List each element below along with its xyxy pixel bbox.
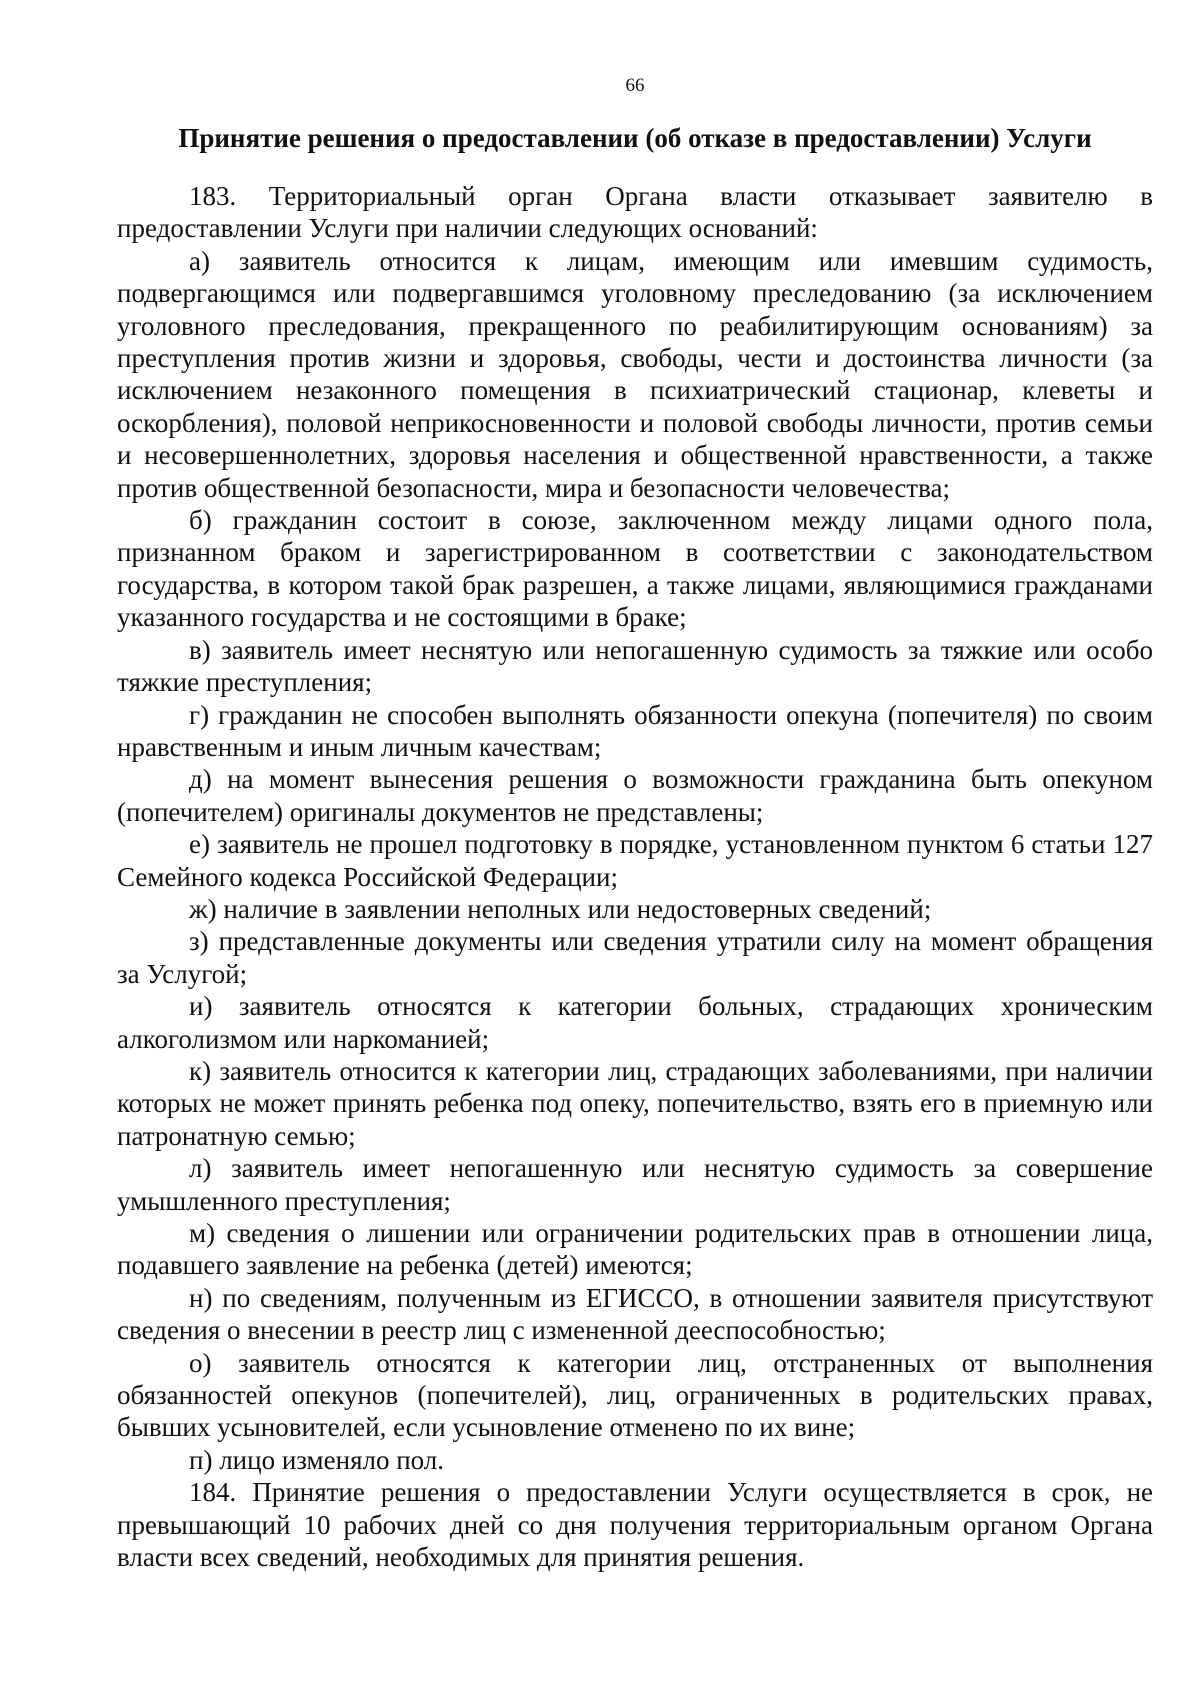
list-item-n: н) по сведениям, полученным из ЕГИССО, в отношении заявителя присутствуют сведения о внесении в реестр лиц с измененной дееспособностью;: [117, 1282, 1153, 1346]
list-item-a: а) заявитель относится к лицам, имеющим или имевшим судимость, подвергающимся или подвергавшимся уголовному преследованию (за исключением уголовного преследования, прекращенного по реабилитирующим основаниям) за преступления против жизни и здоровья, свободы, чести и достоинства личности (за исключением незаконного помещения в психиатрический стационар, клеветы и оскорбления), половой неприкосновенности и половой свободы личности, против семьи и несовершеннолетних, здоровья населения и общественной нравственности, а также против общественной безопасности, мира и безопасности человечества;: [117, 245, 1153, 503]
list-item-k: к) заявитель относится к категории лиц, страдающих заболеваниями, при наличии которых не может принять ребенка под опеку, попечительство, взять его в приемную или патронатную семью;: [117, 1055, 1153, 1151]
list-item-g: г) гражданин не способен выполнять обязанности опекуна (попечителя) по своим нравственным и иным личным качествам;: [117, 699, 1153, 762]
list-item-e: е) заявитель не прошел подготовку в порядке, установленном пунктом 6 статьи 127 Семейного кодекса Российской Федерации;: [117, 829, 1153, 892]
section-title: Принятие решения о предоставлении (об отказе в предоставлении) Услуги: [178, 123, 1092, 153]
paragraph-184: 184. Принятие решения о предоставлении Услуги осуществляется в срок, не превышающий 10 рабочих дней со дня получения территориальным органом Органа власти всех сведений, необходимых для принятия решения.: [117, 1477, 1153, 1573]
list-item-d: д) на момент вынесения решения о возможности гражданина быть опекуном (попечителем) оригиналы документов не представлены;: [117, 764, 1153, 827]
document-body: [117, 180, 1153, 1573]
list-item-b: б) гражданин состоит в союзе, заключенном между лицами одного пола, признанном браком и зарегистрированном в соответствии с законодательством государства, в котором такой брак разрешен, а также лицами, являющимися гражданами указанного государства и не состоящими в браке;: [117, 505, 1153, 633]
list-item-z: з) представленные документы или сведения утратили силу на момент обращения за Услугой;: [117, 926, 1153, 989]
list-item-p: п) лицо изменяло пол.: [189, 1444, 445, 1475]
paragraph-183: 183. Территориальный орган Органа власти отказывает заявителю в предоставлении Услуги при наличии следующих оснований:: [117, 181, 1153, 244]
list-item-i: и) заявитель относятся к категории больных, страдающих хроническим алкоголизмом или наркоманией;: [117, 991, 1153, 1054]
list-item-zh: ж) наличие в заявлении неполных или недостоверных сведений;: [189, 893, 932, 924]
list-item-v: в) заявитель имеет неснятую или непогашенную судимость за тяжкие или особо тяжкие преступления;: [117, 634, 1153, 698]
page-number: 66: [625, 75, 645, 96]
list-item-l: л) заявитель имеет непогашенную или неснятую судимость за совершение умышленного преступления;: [117, 1153, 1153, 1216]
list-item-m: м) сведения о лишении или ограничении родительских прав в отношении лица, подавшего заявление на ребенка (детей) имеются;: [117, 1218, 1153, 1281]
list-item-o: о) заявитель относятся к категории лиц, отстраненных от выполнения обязанностей опекунов (попечителей), лиц, ограниченных в родительских правах, бывших усыновителей, если усыновление отменено по их вине;: [117, 1347, 1153, 1443]
